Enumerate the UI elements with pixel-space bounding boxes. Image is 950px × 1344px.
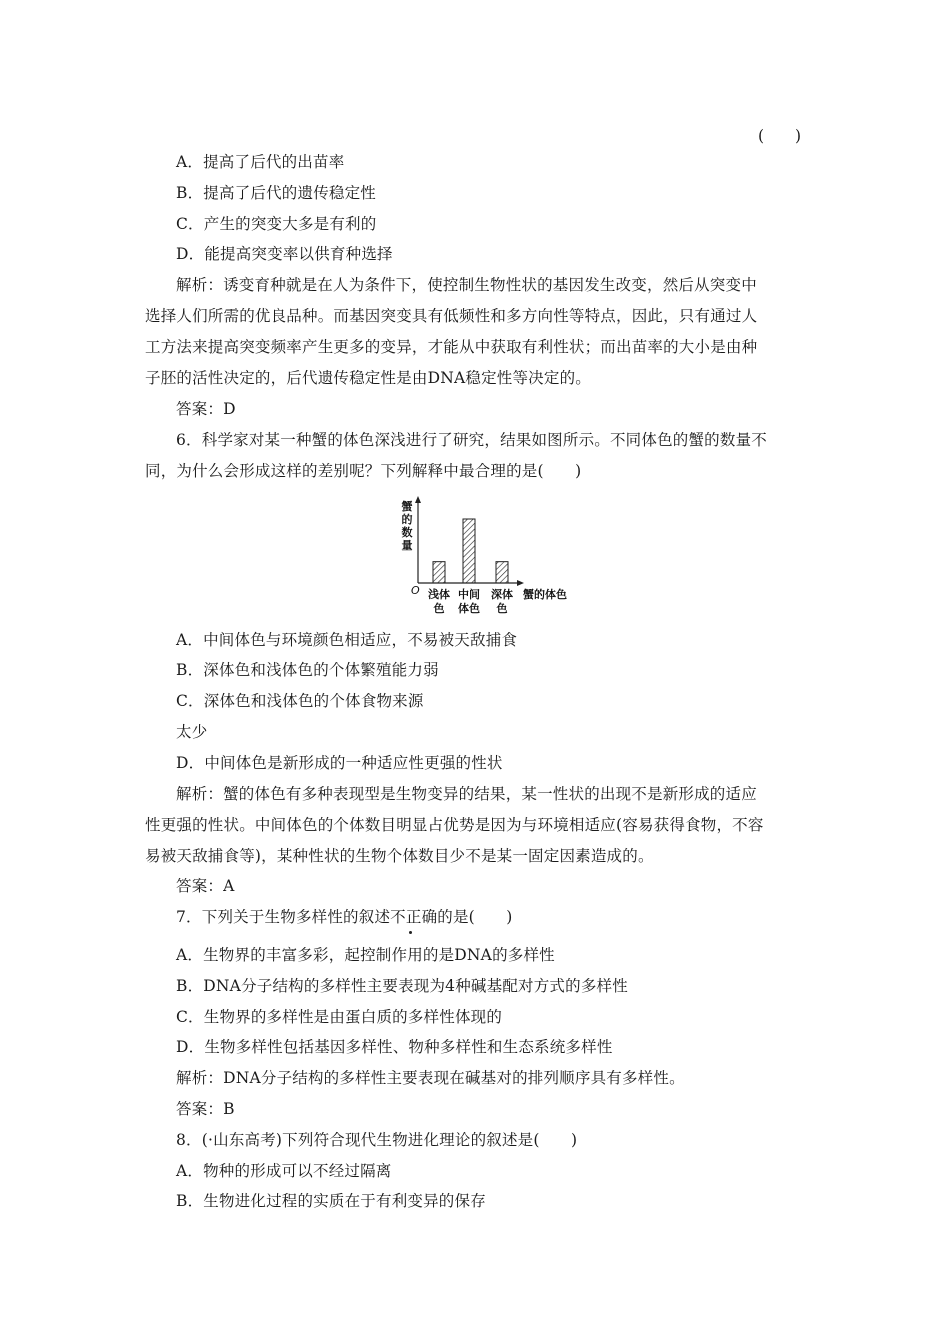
- category-label: 中间: [458, 588, 480, 601]
- q5-option-d: D．能提高突变率以供育种选择: [176, 245, 393, 263]
- y-axis-label-char: 蟹: [401, 500, 413, 513]
- bar: [496, 562, 508, 583]
- q6-answer: 答案：A: [176, 877, 235, 895]
- q5-answer: 答案：D: [176, 400, 236, 418]
- q8-stem: 8．(·山东高考)下列符合现代生物进化理论的叙述是( ): [176, 1131, 578, 1149]
- q5-analysis-line: 解析：诱变育种就是在人为条件下，使控制生物性状的基因发生改变，然后从突变中: [176, 276, 757, 294]
- q5-option-c: C．产生的突变大多是有利的: [176, 215, 377, 233]
- q7-answer: 答案：B: [176, 1100, 235, 1118]
- q7-option-b: B．DNA分子结构的多样性主要表现为4种碱基配对方式的多样性: [176, 977, 628, 995]
- q7-option-d: D．生物多样性包括基因多样性、物种多样性和生态系统多样性: [176, 1038, 613, 1056]
- q6-stem-line: 6．科学家对某一种蟹的体色深浅进行了研究，结果如图所示。不同体色的蟹的数量不: [176, 431, 767, 449]
- category-label: 色: [433, 602, 445, 615]
- x-axis-label: 蟹的体色: [523, 588, 567, 601]
- q6-stem-line: 同，为什么会形成这样的差别呢？下列解释中最合理的是( ): [145, 462, 582, 480]
- y-axis-label-char: 的: [401, 513, 413, 526]
- category-label: 深体: [491, 588, 513, 601]
- answer-bracket: ( ): [758, 127, 802, 145]
- category-label: 体色: [458, 602, 480, 615]
- crab-color-bar-chart: [395, 495, 595, 617]
- q7-option-a: A．生物界的丰富多彩，起控制作用的是DNA的多样性: [176, 946, 555, 964]
- q8-option-b: B．生物进化过程的实质在于有利变异的保存: [176, 1192, 486, 1210]
- y-axis-label: [402, 499, 413, 552]
- y-axis-label-char: 数: [401, 526, 413, 539]
- emphasis-dot: [409, 931, 412, 934]
- q6-analysis-line: 解析：蟹的体色有多种表现型是生物变异的结果，某一性状的出现不是新形成的适应: [176, 785, 757, 803]
- x-axis-arrow: [517, 580, 524, 586]
- q6-analysis-line: 易被天敌捕食等)，某种性状的生物个体数目少不是某一固定因素造成的。: [145, 847, 654, 865]
- q6-analysis-line: 性更强的性状。中间体色的个体数目明显占优势是因为与环境相适应(容易获得食物，不容: [145, 816, 764, 834]
- q5-analysis-line: 子胚的活性决定的，后代遗传稳定性是由DNA稳定性等决定的。: [145, 369, 591, 387]
- bar: [433, 562, 445, 583]
- y-axis-arrow: [415, 496, 421, 503]
- origin-label: O: [411, 584, 420, 597]
- q6-option-c-continued: 太少: [176, 723, 208, 741]
- q5-analysis-line: 工方法来提高突变频率产生更多的变异，才能从中获取有利性状；而出苗率的大小是由种: [145, 338, 758, 356]
- category-label: 色: [496, 602, 508, 615]
- q6-option-a: A．中间体色与环境颜色相适应，不易被天敌捕食: [176, 631, 518, 649]
- y-axis-label-char: 量: [401, 539, 413, 552]
- q6-option-d: D．中间体色是新形成的一种适应性更强的性状: [176, 754, 503, 772]
- q6-option-b: B．深体色和浅体色的个体繁殖能力弱: [176, 661, 439, 679]
- q5-option-a: A．提高了后代的出苗率: [176, 153, 345, 171]
- q5-option-b: B．提高了后代的遗传稳定性: [176, 184, 376, 202]
- q7-analysis: 解析：DNA分子结构的多样性主要表现在碱基对的排列顺序具有多样性。: [176, 1069, 685, 1087]
- q7-stem: 7．下列关于生物多样性的叙述不正确的是( ): [176, 908, 513, 926]
- bar: [463, 519, 475, 583]
- q6-option-c: C．深体色和浅体色的个体食物来源: [176, 692, 424, 710]
- q8-option-a: A．物种的形成可以不经过隔离: [176, 1162, 392, 1180]
- category-label: 浅体: [428, 588, 450, 601]
- q7-option-c: C．生物界的多样性是由蛋白质的多样性体现的: [176, 1008, 503, 1026]
- q5-analysis-line: 选择人们所需的优良品种。而基因突变具有低频性和多方向性等特点，因此，只有通过人: [145, 307, 758, 325]
